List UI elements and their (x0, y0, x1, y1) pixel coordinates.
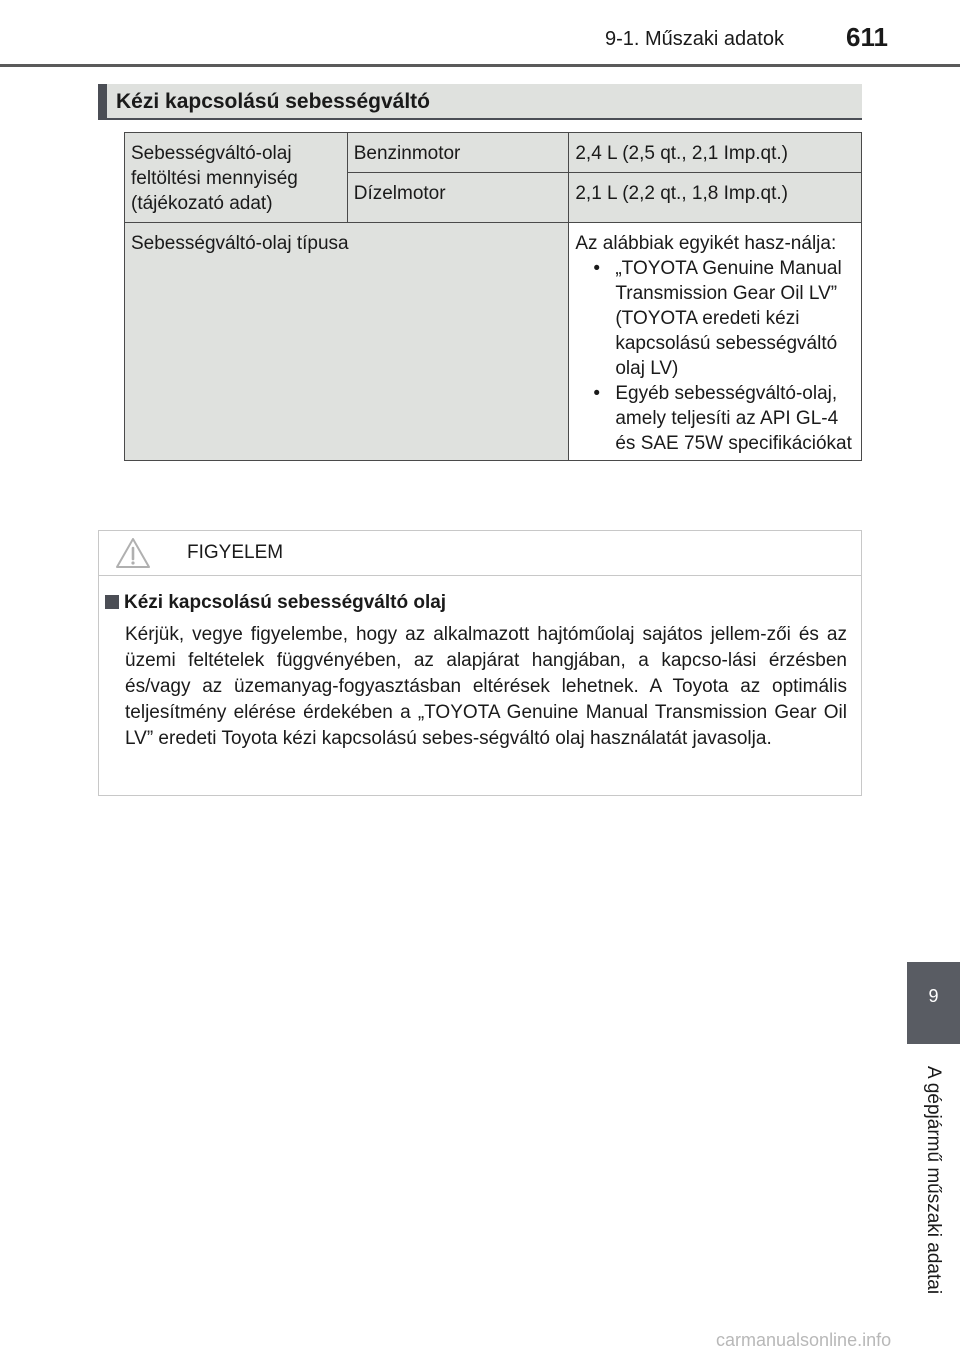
section-title-text: Kézi kapcsolású sebességváltó (116, 90, 430, 113)
list-item (575, 256, 855, 381)
type-value-cell (569, 223, 862, 461)
type-intro: Az alábbiak egyikét hasz-nálja: (575, 233, 837, 254)
header-rule (0, 64, 960, 67)
warning-triangle-icon (115, 537, 151, 569)
warning-subheading (105, 592, 446, 614)
section-title (98, 84, 862, 120)
chapter-label: A gépjármű műszaki adatai (923, 1065, 944, 1295)
type-list (575, 256, 855, 456)
table-row (125, 133, 862, 173)
chapter-tab (907, 962, 960, 1044)
engine-cell: Dízelmotor (347, 173, 569, 223)
warning-header (99, 531, 861, 576)
value-cell: 2,1 L (2,2 qt., 1,8 Imp.qt.) (569, 173, 862, 223)
warning-box (98, 530, 862, 796)
square-bullet-icon (105, 595, 119, 609)
warning-subheading-text: Kézi kapcsolású sebességváltó olaj (124, 592, 447, 613)
table-row (125, 223, 862, 461)
bullet: • (593, 258, 601, 279)
value-cell: 2,4 L (2,5 qt., 2,1 Imp.qt.) (569, 133, 862, 173)
chapter-number: 9 (928, 986, 939, 1006)
bullet: • (593, 383, 601, 404)
list-item-text: „TOYOTA Genuine Manual Transmission Gear Oil LV” (TOYOTA eredeti kézi kapcsolású sebességváltó olaj LV) (615, 258, 842, 379)
spec-table (124, 132, 862, 461)
section-title-bar (98, 84, 107, 118)
type-label-cell: Sebességváltó-olaj típusa (125, 223, 569, 461)
capacity-label-cell: Sebességváltó-olaj feltöltési mennyiség (tájékozató adat) (125, 133, 348, 223)
list-item (575, 381, 855, 456)
page-number: 611 (846, 22, 888, 52)
warning-text: Kérjük, vegye figyelembe, hogy az alkalmazott hajtóműolaj sajátos jellem-zői és az üzemi feltételek függvényében, az alapjárat hangjában, a kapcso-lási érzésben és/vagy az üzemanyag-fogyasztásban eltérések lehetnek. A Toyota az optimális teljesítmény elérése érdekében a „TOYOTA Genuine Manual Transmission Gear Oil LV” eredeti Toyota kézi kapcsolású sebes-ségváltó olaj használatát javasolja. (125, 624, 847, 749)
header-section: 9-1. Műszaki adatok (605, 28, 784, 50)
warning-label: FIGYELEM (187, 542, 284, 563)
list-item-text: Egyéb sebességváltó-olaj, amely teljesíti az API GL-4 és SAE 75W specifikációkat (615, 383, 852, 454)
watermark: carmanualsonline.info (716, 1330, 892, 1350)
engine-cell: Benzinmotor (347, 133, 569, 173)
